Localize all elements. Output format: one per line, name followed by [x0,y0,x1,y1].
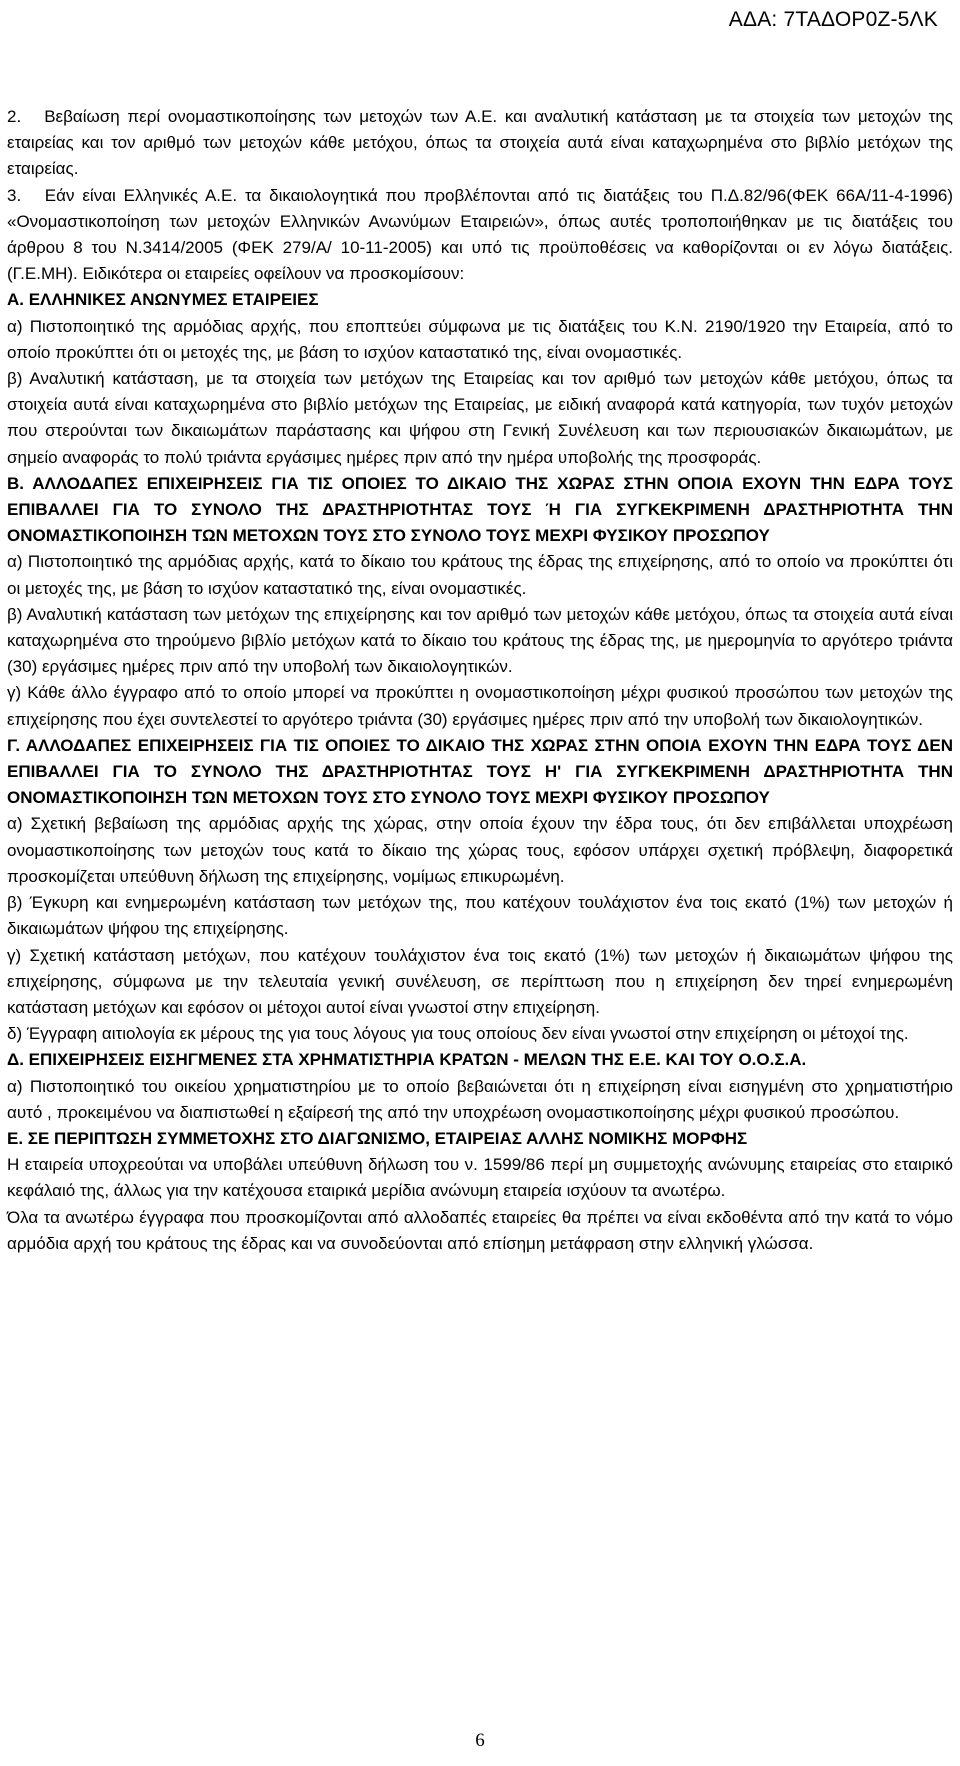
section-b-item-b: β) Αναλυτική κατάσταση των μετόχων της επιχείρησης και τον αριθμό των μετοχών κάθε μετόχου, όπως τα στοιχεία αυτά είναι καταχωρημένα στο τηρούμενο βιβλίο μετόχων κατά το δίκαιο του κράτους της έδρας της, με ημερομηνία το αργότερο τριάντα (30) εργάσιμες ημέρες πριν από την υποβολή των δικαιολογητικών. [7,604,953,677]
section-c-item-d: δ) Έγγραφη αιτιολογία εκ μέρους της για τους λόγους για τους οποίους δεν είναι γνωστοί στην επιχείρηση οι μέτοχοί της. [7,1024,909,1044]
closing-note: Όλα τα ανωτέρω έγγραφα που προσκομίζονται από αλλοδαπές εταιρείες θα πρέπει να είναι εκδοθέντα από την κατά το νόμο αρμόδια αρχή του κράτους της έδρας και να συνοδεύονται από επίσημη μετάφραση στην ελληνική γλώσσα. [7,1207,953,1253]
section-b-item-c: γ) Κάθε άλλο έγγραφο από το οποίο μπορεί να προκύπτει η ονομαστικοποίηση μέχρι φυσικού προσώπου των μετοχών της επιχείρησης που έχει συντελεστεί το αργότερο τριάντα (30) εργάσιμες ημέρες πριν από την υποβολή των δικαιολογητικών. [7,683,953,729]
section-a-heading: Α. ΕΛΛΗΝΙΚΕΣ ΑΝΩΝΥΜΕΣ ΕΤΑΙΡΕΙΕΣ [7,290,319,310]
section-c-heading: Γ. ΑΛΛΟΔΑΠΕΣ ΕΠΙΧΕΙΡΗΣΕΙΣ ΓΙΑ ΤΙΣ ΟΠΟΙΕΣ ΤΟ ΔΙΚΑΙΟ ΤΗΣ ΧΩΡΑΣ ΣΤΗΝ ΟΠΟΙΑ ΕΧΟΥΝ ΤΗΝ ΕΔΡΑ ΤΟΥΣ ΔΕΝ ΕΠΙΒΑΛΛΕΙ ΓΙΑ ΤΟ ΣΥΝΟΛΟ ΤΗΣ ΔΡΑΣΤΗΡΙΟΤΗΤΑΣ ΤΟΥΣ Η' ΓΙΑ ΣΥΓΚΕΚΡΙΜΕΝΗ ΔΡΑΣΤΗΡΙΟΤΗΤΑ ΤΗΝ ΟΝΟΜΑΣΤΙΚΟΠΟΙΗΣΗ ΤΩΝ ΜΕΤΟΧΩΝ ΤΟΥΣ ΣΤΟ ΣΥΝΟΛΟ ΤΟΥΣ ΜΕΧΡΙ ΦΥΣΙΚΟΥ ΠΡΟΣΩΠΟΥ [7,735,953,808]
ada-code: ΑΔΑ: 7ΤΑΔΟΡ0Ζ-5ΛΚ [728,8,938,31]
section-d-item-a: α) Πιστοποιητικό του οικείου χρηματιστηρίου με το οποίο βεβαιώνεται ότι η επιχείρηση είναι εισηγμένη στο χρηματιστήριο αυτό , προκειμένου να διαπιστωθεί η εξαίρεσή της από την υποχρέωση ονομαστικοποίησης μέχρι φυσικού προσώπου. [7,1076,953,1122]
page-number: 6 [475,1730,485,1751]
item-3-greek-sa-documents: 3. Εάν είναι Ελληνικές Α.Ε. τα δικαιολογητικά που προβλέπονται από τις διατάξεις του Π.Δ.82/96(ΦΕΚ 66Α/11-4-1996) «Ονομαστικοποίηση των μετοχών Ελληνικών Ανωνύμων Εταιρειών», όπως αυτές τροποποιήθηκαν με τις διατάξεις του άρθρου 8 του Ν.3414/2005 (ΦΕΚ 279/Α/ 10-11-2005) και υπό τις προϋποθέσεις να καθορίζονται οι εν λόγω διατάξεις. (Γ.Ε.ΜΗ). Ειδικότερα οι εταιρείες οφείλουν να προσκομίσουν: [7,185,953,284]
section-b-item-a: α) Πιστοποιητικό της αρμόδιας αρχής, κατά το δίκαιο του κράτους της έδρας της επιχείρησης, από το οποίο να προκύπτει ότι οι μετοχές της, με βάση το ισχύον καταστατικό της, είναι ονομαστικές. [7,552,953,598]
section-e-text: Η εταιρεία υποχρεούται να υποβάλει υπεύθυνη δήλωση του ν. 1599/86 περί μη συμμετοχής ανώνυμης εταιρείας στο εταιρικό κεφάλαιό της, άλλως για την κατέχουσα εταιρικά μερίδια ανώνυμη εταιρεία ισχύουν τα ανωτέρω. [7,1155,953,1201]
document-body [7,104,953,1257]
section-c-item-b: β) Έγκυρη και ενημερωμένη κατάσταση των μετόχων της, που κατέχουν τουλάχιστον ένα τοις εκατό (1%) των μετοχών ή δικαιωμάτων ψήφου της επιχείρησης. [7,893,953,939]
section-e-heading: Ε. ΣΕ ΠΕΡΙΠΤΩΣΗ ΣΥΜΜΕΤΟΧΗΣ ΣΤΟ ΔΙΑΓΩΝΙΣΜΟ, ΕΤΑΙΡΕΙΑΣ ΑΛΛΗΣ ΝΟΜΙΚΗΣ ΜΟΡΦΗΣ [7,1128,748,1148]
section-a-item-b: β) Αναλυτική κατάσταση, με τα στοιχεία των μετόχων της Εταιρείας και τον αριθμό των μετοχών κάθε μετόχου, όπως τα στοιχεία αυτά είναι καταχωρημένα στο βιβλίο μετόχων της Εταιρείας, με ειδική αναφορά κατά κατηγορία, των τυχόν μετοχών που στερούνται των δικαιωμάτων παράστασης και ψήφου στη Γενική Συνέλευση και των περιουσιακών δικαιωμάτων, με σημείο αναφοράς το πολύ τριάντα εργάσιμες ημέρες πριν από την ημέρα υποβολής της προσφοράς. [7,369,953,467]
section-c-item-a: α) Σχετική βεβαίωση της αρμόδιας αρχής της χώρας, στην οποία έχουν την έδρα τους, ότι δεν επιβάλλεται υποχρέωση ονομαστικοποίησης των μετοχών τους κατά το δίκαιο της χώρας τους, εφόσον υπάρχει σχετική πρόβλεψη, διαφορετικά προσκομίζεται υπεύθυνη δήλωση της επιχείρησης, νομίμως επικυρωμένη. [7,814,953,886]
section-b-heading: Β. ΑΛΛΟΔΑΠΕΣ ΕΠΙΧΕΙΡΗΣΕΙΣ ΓΙΑ ΤΙΣ ΟΠΟΙΕΣ ΤΟ ΔΙΚΑΙΟ ΤΗΣ ΧΩΡΑΣ ΣΤΗΝ ΟΠΟΙΑ ΕΧΟΥΝ ΤΗΝ ΕΔΡΑ ΤΟΥΣ ΕΠΙΒΑΛΛΕΙ ΓΙΑ ΤΟ ΣΥΝΟΛΟ ΤΗΣ ΔΡΑΣΤΗΡΙΟΤΗΤΑΣ ΤΟΥΣ Ή ΓΙΑ ΣΥΓΚΕΚΡΙΜΕΝΗ ΔΡΑΣΤΗΡΙΟΤΗΤΑ ΤΗΝ ΟΝΟΜΑΣΤΙΚΟΠΟΙΗΣΗ ΤΩΝ ΜΕΤΟΧΩΝ ΤΟΥΣ ΣΤΟ ΣΥΝΟΛΟ ΤΟΥΣ ΜΕΧΡΙ ΦΥΣΙΚΟΥ ΠΡΟΣΩΠΟΥ [7,473,953,546]
section-c-item-c: γ) Σχετική κατάσταση μετόχων, που κατέχουν τουλάχιστον ένα τοις εκατό (1%) των μετοχών ή δικαιωμάτων ψήφου της επιχείρησης, σύμφωνα με την τελευταία γενική συνέλευση, σε περίπτωση που η επιχείρηση δεν τηρεί ενημερωμένη κατάσταση μετόχων και εφόσον οι μέτοχοι αυτοί είναι γνωστοί στην επιχείρηση. [7,945,953,1017]
section-d-heading: Δ. ΕΠΙΧΕΙΡΗΣΕΙΣ ΕΙΣΗΓΜΕΝΕΣ ΣΤΑ ΧΡΗΜΑΤΙΣΤΗΡΙΑ ΚΡΑΤΩΝ - ΜΕΛΩΝ ΤΗΣ Ε.Ε. ΚΑΙ ΤΟΥ Ο.Ο.Σ.Α. [7,1050,807,1070]
item-2-shares-certificate: 2. Βεβαίωση περί ονομαστικοποίησης των μετοχών των Α.Ε. και αναλυτική κατάσταση με τα στοιχεία των μετοχών της εταιρείας και τον αριθμό των μετοχών κάθε μετόχου, όπως τα στοιχεία αυτά είναι καταχωρημένα στο βιβλίο μετόχων της εταιρείας. [7,107,953,179]
section-a-item-a: α) Πιστοποιητικό της αρμόδιας αρχής, που εποπτεύει σύμφωνα με τις διατάξεις του Κ.Ν. 2190/1920 την Εταιρεία, από το οποίο προκύπτει ότι οι μετοχές της, με βάση το ισχύον καταστατικό της, είναι ονομαστικές. [7,316,953,362]
